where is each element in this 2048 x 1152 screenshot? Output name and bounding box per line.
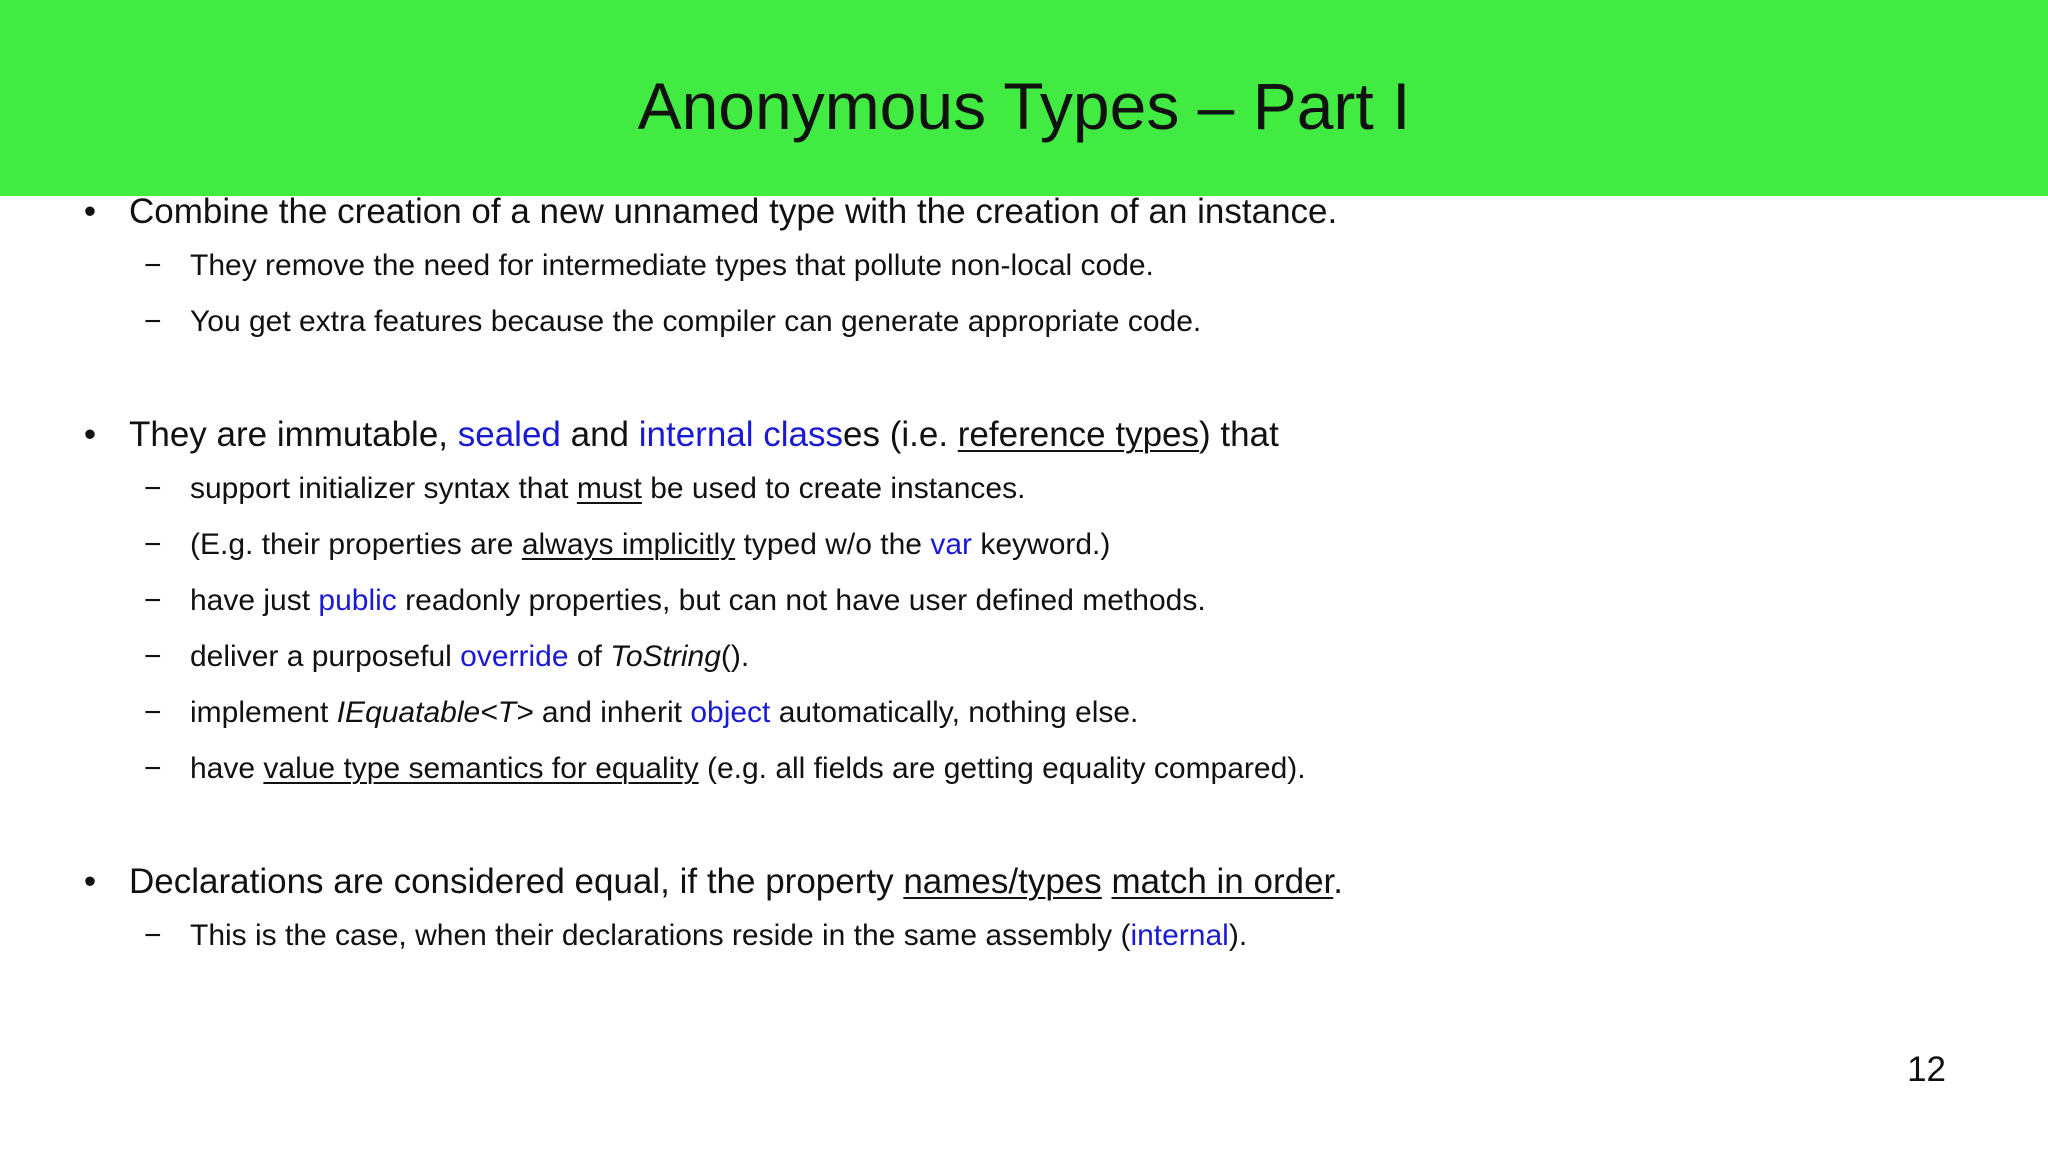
sub-bullet-text: have just public readonly properties, but can not have user defined methods. [190, 584, 1206, 617]
sub-bullet-marker: − [144, 472, 162, 505]
emphasis-italic: IEquatable<T> [336, 696, 534, 729]
keyword: sealed [457, 415, 561, 454]
emphasis-underline: must [576, 472, 642, 505]
emphasis-underline: reference types [957, 415, 1200, 454]
emphasis-italic: ToString [610, 640, 721, 673]
keyword: internal [1130, 919, 1229, 952]
sub-bullet-marker: − [144, 640, 162, 673]
keyword: object [690, 696, 771, 729]
page-number: 12 [1907, 1050, 1946, 1089]
emphasis-underline: match in order [1111, 862, 1334, 901]
sub-bullet-text: You get extra features because the compiler can generate appropriate code. [190, 305, 1202, 338]
sub-bullet-text: implement IEquatable<T> and inherit object automatically, nothing else. [190, 696, 1139, 729]
bullet-marker: • [83, 415, 97, 454]
sub-bullet-text: have value type semantics for equality (e.g. all fields are getting equality compared). [190, 752, 1306, 785]
sub-bullet-marker: − [144, 305, 162, 338]
bullet-text: They are immutable, sealed and internal classes (i.e. reference types) that [129, 415, 1279, 454]
sub-bullet-marker: − [144, 584, 162, 617]
sub-bullet-text: deliver a purposeful override of ToString(). [190, 640, 750, 673]
emphasis-underline: value type semantics for equality [263, 752, 699, 785]
emphasis-underline: always implicitly [521, 528, 736, 561]
sub-bullet-text: support initializer syntax that must be used to create instances. [190, 472, 1026, 505]
bullet-text: Combine the creation of a new unnamed type with the creation of an instance. [129, 192, 1338, 231]
slide-title: Anonymous Types – Part I [637, 69, 1411, 143]
emphasis-underline: names/types [903, 862, 1102, 901]
sub-bullet-text: This is the case, when their declarations reside in the same assembly (internal). [190, 919, 1248, 952]
sub-bullet-marker: − [144, 249, 162, 282]
sub-bullet-marker: − [144, 528, 162, 561]
bullet-marker: • [83, 192, 97, 231]
bullet-marker: • [83, 862, 97, 901]
sub-bullet-marker: − [144, 696, 162, 729]
sub-bullet-text: (E.g. their properties are always implicitly typed w/o the var keyword.) [190, 528, 1111, 561]
keyword: var [930, 528, 973, 561]
sub-bullet-marker: − [144, 752, 162, 785]
keyword: override [460, 640, 569, 673]
keyword: internal class [638, 415, 844, 454]
sub-bullet-text: They remove the need for intermediate types that pollute non-local code. [190, 249, 1154, 282]
sub-bullet-marker: − [144, 919, 162, 952]
bullet-text: Declarations are considered equal, if the property names/types match in order. [129, 862, 1344, 901]
keyword: public [318, 584, 397, 617]
